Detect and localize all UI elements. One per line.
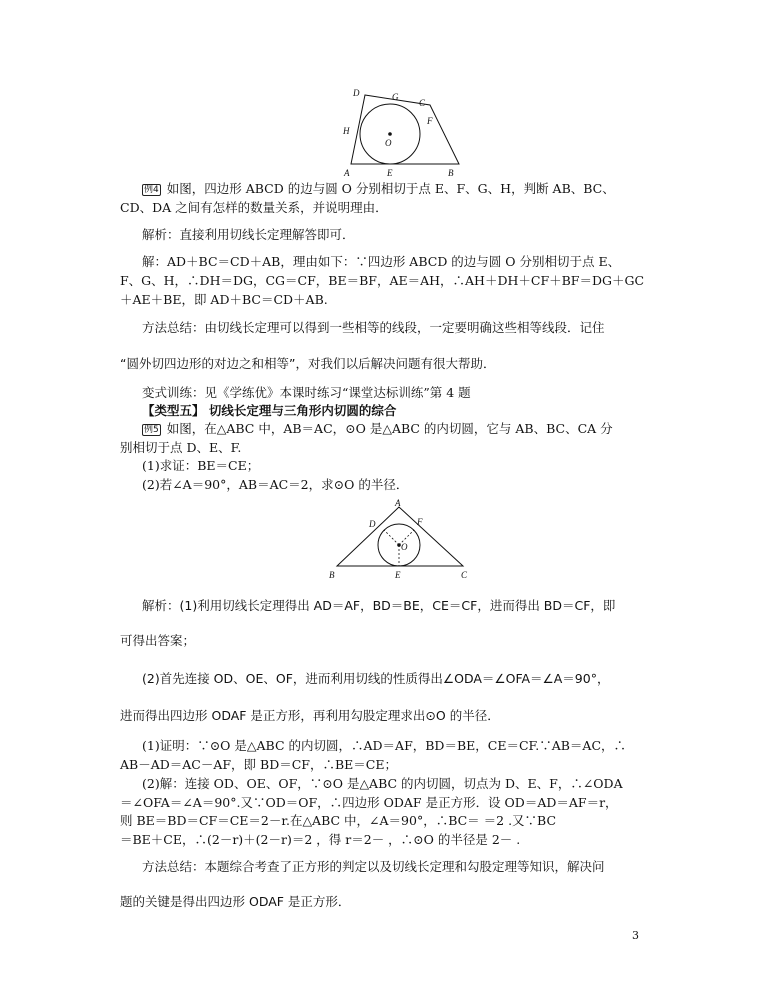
label-D: D [369, 519, 376, 529]
label-B: B [448, 168, 454, 178]
label-A: A [344, 168, 350, 178]
page-number: 3 [632, 929, 639, 942]
summary5-line2: 题的关键是得出四边形 ODAF 是正方形． [120, 894, 351, 909]
label-O: O [401, 542, 408, 552]
proof5-line4: ＝∠OFA＝∠A＝90°.又∵OD＝OF，∴四边形 ODAF 是正方形．设 OD＝AD＝AF＝r， [120, 795, 618, 810]
label-C: C [419, 98, 426, 108]
solution4-line1: 解：AD＋BC＝CD＋AB，理由如下：∵四边形 ABCD 的边与圆 O 分别相切于点 E、 [142, 254, 621, 269]
analysis5-line4: 进而得出四边形 ODAF 是正方形，再利用勾股定理求出⊙O 的半径． [120, 708, 500, 723]
proof5-line2: AB－AD＝AC－AF，即 BD＝CF，∴BE＝CE； [120, 757, 397, 772]
label-D: D [353, 88, 360, 98]
analysis5-line2: 可得出答案； [120, 633, 196, 648]
solution4-line3: ＋AE＋BE，即 AD＋BC＝CD＋AB. [120, 292, 328, 307]
figure-triangle-incircle [325, 497, 475, 583]
variant-exercise: 变式训练：见《学练优》本课时练习“课堂达标训练”第 4 题 [142, 385, 471, 400]
example4-line1: 例4 如图，四边形 ABCD 的边与圆 O 分别相切于点 E、F、G、H，判断 AB、BC、 [144, 181, 615, 196]
label-B: B [329, 570, 335, 580]
summary5-line1: 方法总结：本题综合考查了正方形的判定以及切线长定理和勾股定理等知识，解决问 [142, 859, 605, 874]
label-A: A [395, 498, 401, 508]
label-F: F [417, 517, 423, 527]
figure-quadrilateral-incircle [335, 85, 475, 180]
label-F: F [427, 116, 433, 126]
analysis4: 解析：直接利用切线长定理解答即可． [142, 227, 355, 242]
proof5-line3: (2)解：连接 OD、OE、OF，∵⊙O 是△ABC 的内切圆，切点为 D、E、F，∴∠ODA [142, 776, 623, 791]
solution4-line2: F、G、H，∴DH＝DG，CG＝CF，BE＝BF，AE＝AH，∴AH＋DH＋CF＋BF＝DG＋GC [120, 273, 645, 288]
example5-line1: 例5 如图，在△ABC 中，AB＝AC，⊙O 是△ABC 的内切圆，它与 AB、BC、CA 分 [144, 421, 613, 436]
example5-line2: 别相切于点 D、E、F. [120, 440, 242, 455]
type5-heading: 【类型五】 切线长定理与三角形内切圆的综合 [142, 403, 397, 418]
analysis5-line1: 解析：(1)利用切线长定理得出 AD＝AF，BD＝BE，CE＝CF，进而得出 BD＝CF，即 [142, 598, 616, 613]
label-O: O [385, 138, 392, 148]
label-H: H [343, 126, 350, 136]
summary4-line2: “圆外切四边形的对边之和相等”，对我们以后解决问题有很大帮助． [120, 356, 496, 371]
label-E: E [387, 168, 393, 178]
summary4-line1: 方法总结：由切线长定理可以得到一些相等的线段，一定要明确这些相等线段．记住 [142, 320, 605, 335]
label-C: C [461, 570, 468, 580]
example5-part1: (1)求证：BE＝CE； [142, 458, 260, 473]
example-badge: 例4 [144, 185, 159, 195]
analysis5-line3: (2)首先连接 OD、OE、OF，进而利用切线的性质得出∠ODA＝∠OFA＝∠A＝90°， [142, 671, 610, 686]
label-G: G [392, 92, 399, 102]
proof5-line5: 则 BE＝BD＝CF＝CE＝2－r.在△ABC 中，∠A＝90°，∴BC＝ ＝2 .又∵BC [120, 813, 557, 828]
example-badge: 例5 [144, 425, 159, 435]
proof5-line6: ＝BE＋CE，∴(2－r)＋(2－r)＝2 ，得 r＝2－ ，∴⊙O 的半径是 2－ . [120, 832, 521, 847]
example5-part2: (2)若∠A＝90°，AB＝AC＝2，求⊙O 的半径． [142, 477, 409, 492]
label-E: E [395, 570, 401, 580]
proof5-line1: (1)证明：∵⊙O 是△ABC 的内切圆，∴AD＝AF，BD＝BE，CE＝CF.∵AB＝AC，∴ [142, 738, 627, 753]
example4-line2: CD、DA 之间有怎样的数量关系，并说明理由． [120, 200, 388, 215]
